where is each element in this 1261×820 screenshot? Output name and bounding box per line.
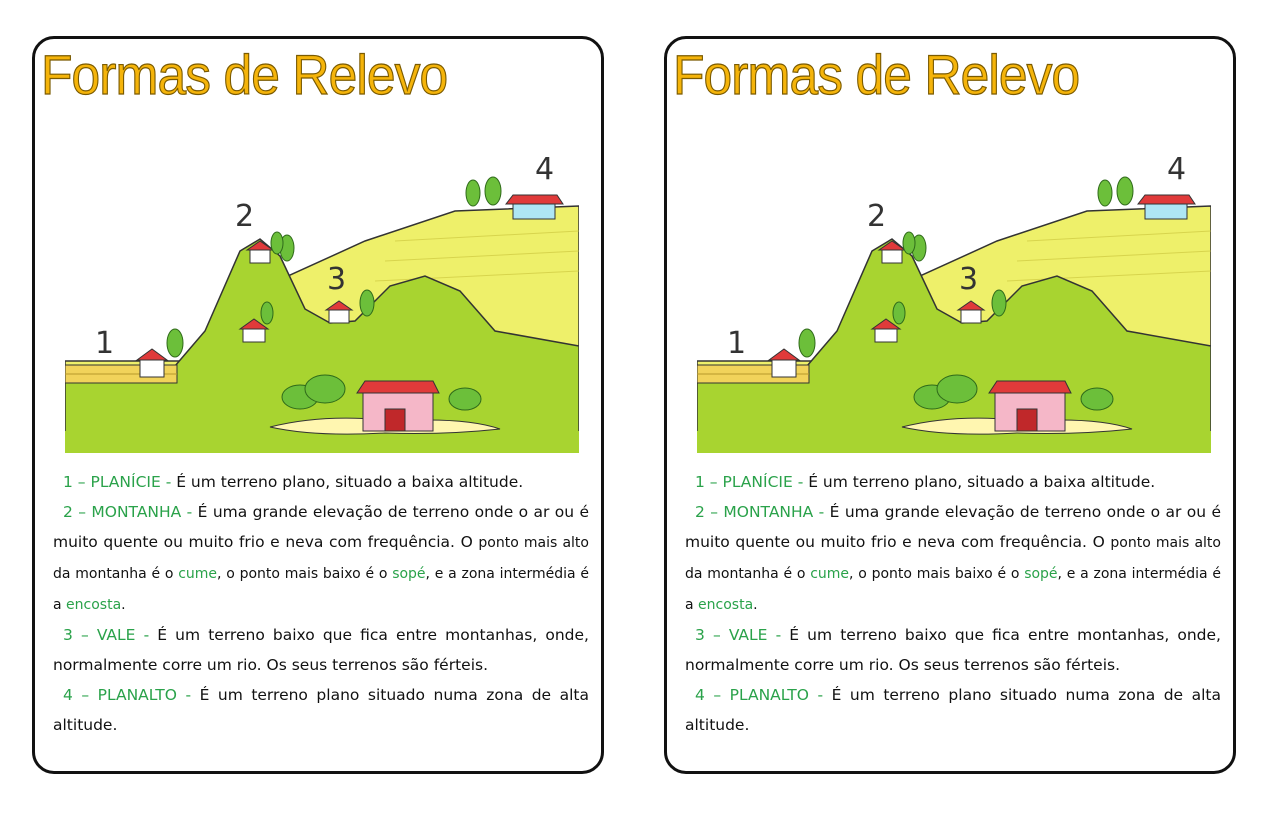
term-encosta: encosta <box>698 597 754 613</box>
term-planicie: 1 – PLANÍCIE - <box>63 473 172 491</box>
term-planalto: 4 – PLANALTO - <box>63 686 192 704</box>
term-encosta: encosta <box>66 597 122 613</box>
term-vale: 3 – VALE - <box>63 626 150 644</box>
relief-illustration <box>65 131 579 453</box>
page-title: Formas de Relevo <box>673 43 1080 106</box>
marker-1: 1 <box>727 326 747 361</box>
marker-1: 1 <box>95 326 115 361</box>
relief-illustration <box>697 131 1211 453</box>
house-plateau <box>1138 195 1195 219</box>
house-foreground <box>357 381 439 431</box>
term-vale: 3 – VALE - <box>695 626 782 644</box>
marker-2: 2 <box>867 199 887 234</box>
house-foreground <box>989 381 1071 431</box>
definition-vale: 3 – VALE - É um terreno baixo que fica entre montanhas, onde, normalmente corre um rio. Os seus terrenos são férteis. <box>685 626 1221 674</box>
term-sope: sopé <box>392 566 426 582</box>
marker-2: 2 <box>235 199 255 234</box>
house-plain <box>137 349 167 377</box>
card-left <box>32 36 604 774</box>
definition-planalto: 4 – PLANALTO - É um terreno plano situado numa zona de alta altitude. <box>53 686 589 734</box>
definitions <box>53 467 589 740</box>
term-sope: sopé <box>1024 566 1058 582</box>
house-plain <box>769 349 799 377</box>
term-montanha: 2 – MONTANHA - <box>695 503 825 521</box>
definition-montanha: 2 – MONTANHA - É uma grande elevação de terreno onde o ar ou é muito quente ou muito frio e neva com frequência. O ponto mais alto da montanha é o cume, o ponto mais baixo é o sopé, e a zona intermédia é a encosta. <box>685 503 1222 613</box>
definitions <box>685 467 1221 740</box>
marker-4: 4 <box>1167 152 1187 187</box>
term-planicie: 1 – PLANÍCIE - <box>695 473 804 491</box>
definition-planicie: 1 – PLANÍCIE - É um terreno plano, situado a baixa altitude. <box>63 473 524 491</box>
definition-montanha: 2 – MONTANHA - É uma grande elevação de terreno onde o ar ou é muito quente ou muito frio e neva com frequência. O ponto mais alto da montanha é o cume, o ponto mais baixo é o sopé, e a zona intermédia é a encosta. <box>53 503 590 613</box>
definition-vale: 3 – VALE - É um terreno baixo que fica entre montanhas, onde, normalmente corre um rio. Os seus terrenos são férteis. <box>53 626 589 674</box>
definition-planicie: 1 – PLANÍCIE - É um terreno plano, situado a baixa altitude. <box>695 473 1156 491</box>
term-cume: cume <box>810 566 850 582</box>
definition-planalto: 4 – PLANALTO - É um terreno plano situado numa zona de alta altitude. <box>685 686 1221 734</box>
page-title: Formas de Relevo <box>41 43 448 106</box>
term-montanha: 2 – MONTANHA - <box>63 503 193 521</box>
term-planalto: 4 – PLANALTO - <box>695 686 824 704</box>
card-right <box>664 36 1236 774</box>
marker-3: 3 <box>327 262 347 297</box>
house-plateau <box>506 195 563 219</box>
marker-4: 4 <box>535 152 555 187</box>
term-cume: cume <box>178 566 218 582</box>
marker-3: 3 <box>959 262 979 297</box>
